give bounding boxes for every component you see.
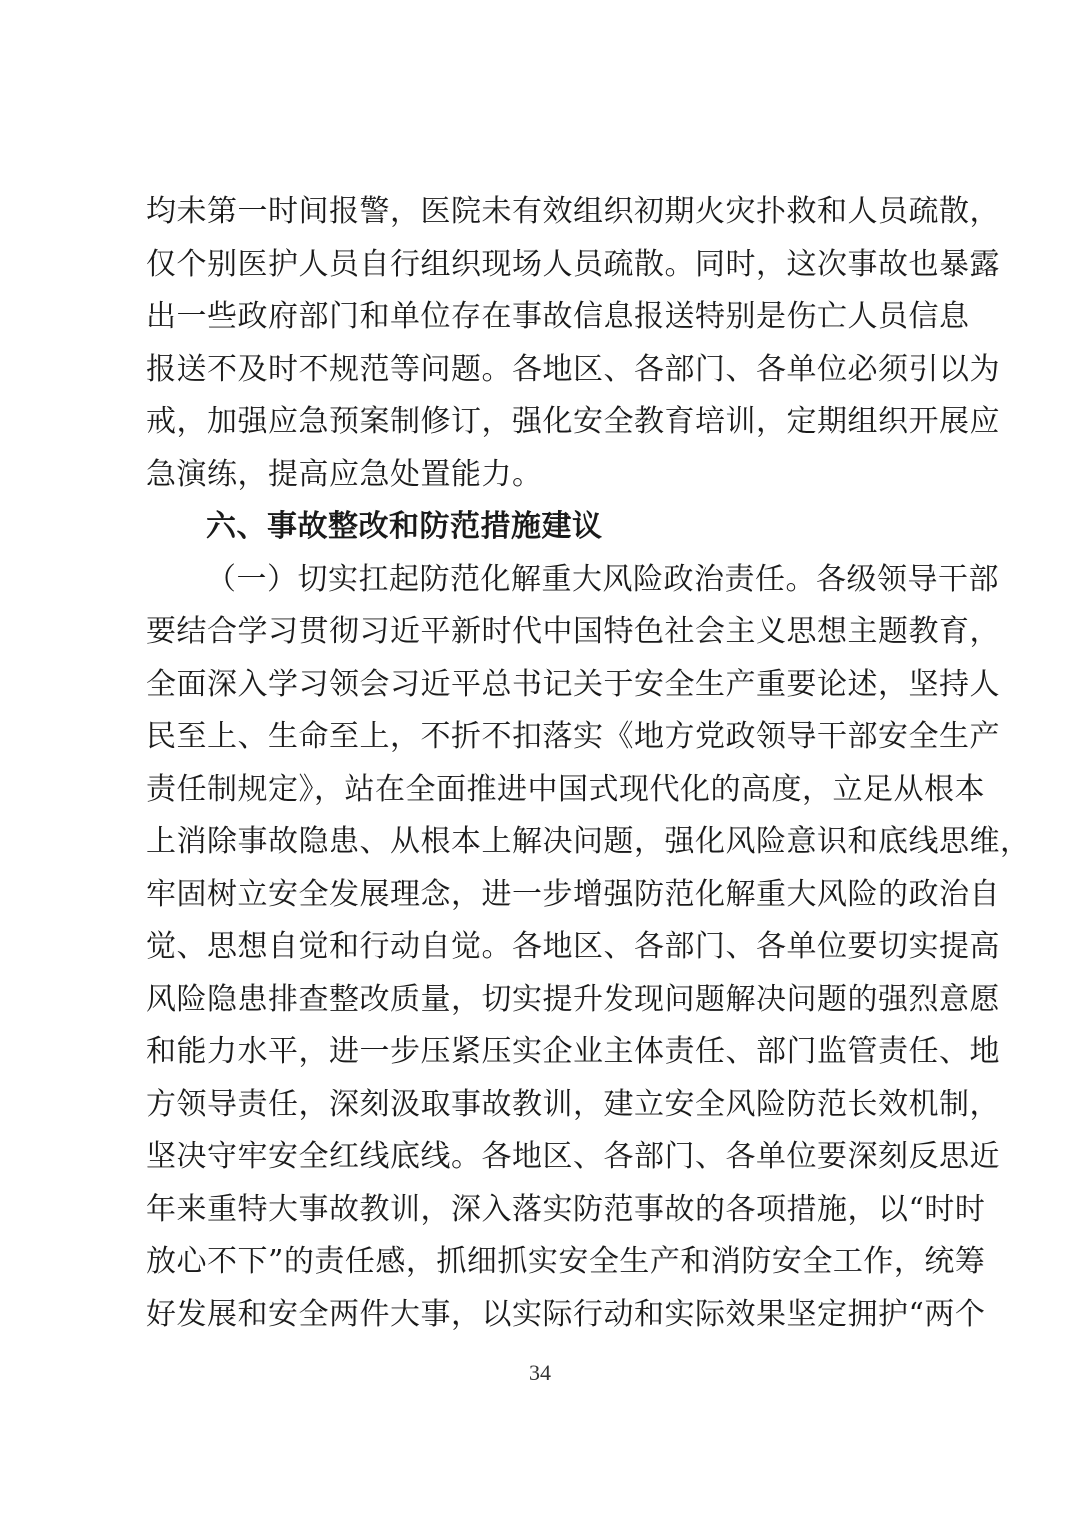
paragraph-line: 报送不及时不规范等问题。各地区、各部门、各单位必须引以为 [146, 351, 1000, 387]
page-number: 34 [529, 1360, 551, 1385]
paragraph-line: 急演练，提高应急处置能力。 [146, 456, 543, 492]
paragraph-line: 全面深入学习领会习近平总书记关于安全生产重要论述，坚持人 [146, 666, 1000, 702]
paragraph-line: 责任制规定》，站在全面推进中国式现代化的高度，立足从根本 [146, 771, 985, 807]
paragraph-line: 方领导责任，深刻汲取事故教训，建立安全风险防范长效机制， [146, 1086, 1000, 1122]
section-heading: 六、事故整改和防范措施建议 [206, 509, 603, 544]
paragraph-line: 民至上、生命至上，不折不扣落实《地方党政领导干部安全生产 [146, 719, 1000, 754]
paragraph-line: 坚决守牢安全红线底线。各地区、各部门、各单位要深刻反思近 [146, 1139, 1000, 1174]
paragraph-line: 仅个别医护人员自行组织现场人员疏散。同时，这次事故也暴露 [146, 246, 1000, 282]
paragraph-line: 上消除事故隐患、从根本上解决问题，强化风险意识和底线思维， [146, 824, 1031, 859]
paragraph-line: （一）切实扛起防范化解重大风险政治责任。各级领导干部 [206, 561, 999, 597]
paragraph-line: 觉、思想自觉和行动自觉。各地区、各部门、各单位要切实提高 [146, 929, 1000, 964]
paragraph-line: 均未第一时间报警，医院未有效组织初期火灾扑救和人员疏散， [146, 194, 1000, 229]
paragraph-line: 戒，加强应急预案制修订，强化安全教育培训，定期组织开展应 [146, 404, 1000, 439]
body-text [146, 186, 1031, 1341]
paragraph-line: 好发展和安全两件大事，以实际行动和实际效果坚定拥护“两个 [146, 1296, 986, 1332]
paragraph-line: 牢固树立安全发展理念，进一步增强防范化解重大风险的政治自 [146, 876, 1000, 912]
paragraph-line: 风险隐患排查整改质量，切实提升发现问题解决问题的强烈意愿 [146, 981, 1000, 1017]
paragraph-line: 年来重特大事故教训，深入落实防范事故的各项措施，以“时时 [146, 1191, 986, 1227]
paragraph-line: 要结合学习贯彻习近平新时代中国特色社会主义思想主题教育， [146, 614, 1000, 649]
paragraph-line: 出一些政府部门和单位存在事故信息报送特别是伤亡人员信息 [146, 299, 970, 334]
paragraph-line: 和能力水平，进一步压紧压实企业主体责任、部门监管责任、地 [146, 1034, 1000, 1069]
paragraph-line: 放心不下”的责任感，抓细抓实安全生产和消防安全工作，统筹 [146, 1244, 986, 1279]
